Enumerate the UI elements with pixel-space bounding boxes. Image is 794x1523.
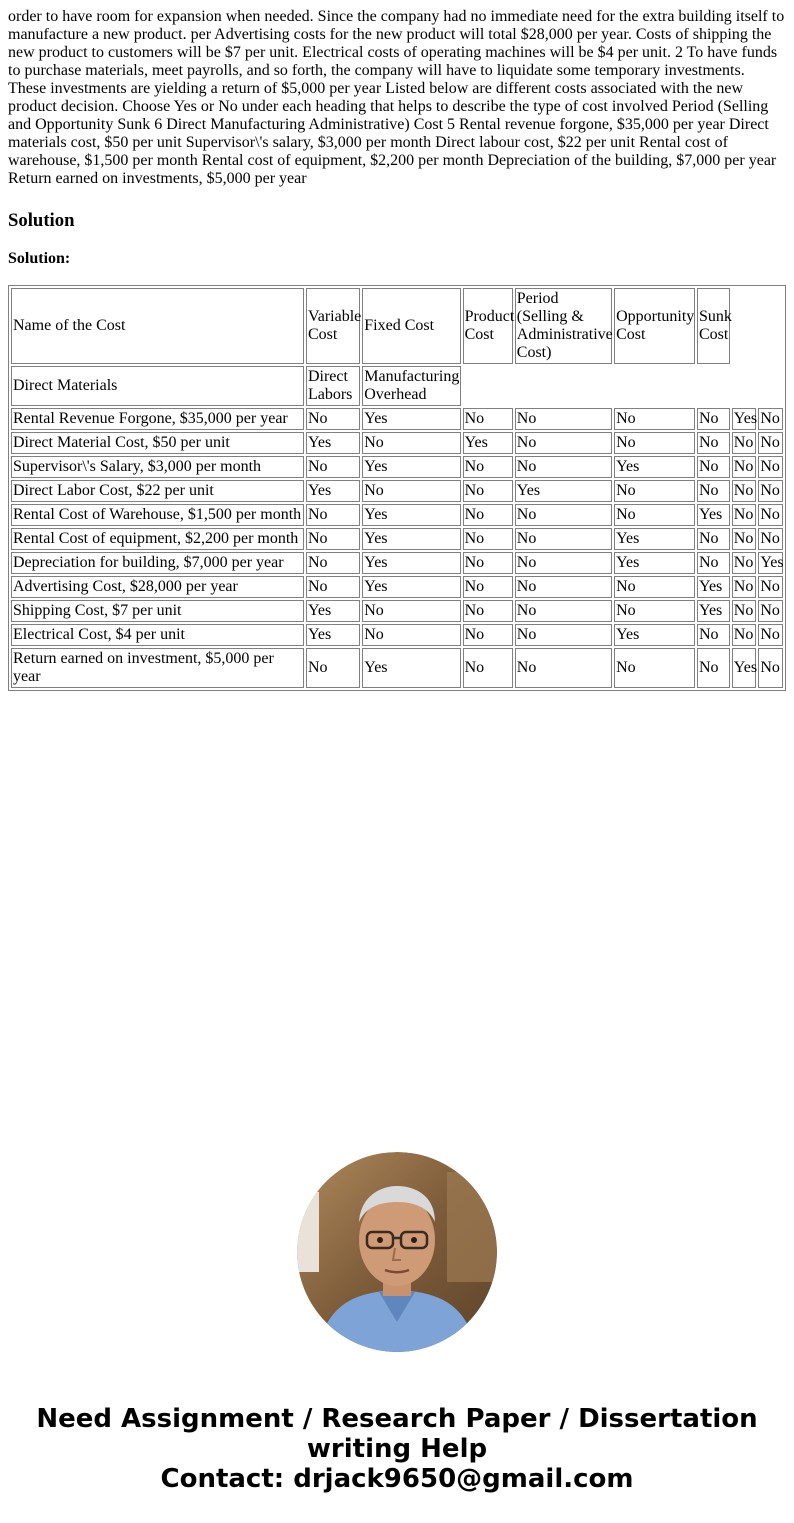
yes-no-cell: Yes [463, 432, 513, 454]
cost-name-cell: Supervisor\'s Salary, $3,000 per month [11, 456, 304, 478]
table-row [11, 576, 783, 598]
yes-no-cell: No [697, 456, 730, 478]
yes-no-cell: No [732, 528, 757, 550]
cost-name-cell: Shipping Cost, $7 per unit [11, 600, 304, 622]
cost-name-cell: Rental Cost of equipment, $2,200 per month [11, 528, 304, 550]
yes-no-cell: No [515, 600, 612, 622]
cost-name-cell: Electrical Cost, $4 per unit [11, 624, 304, 646]
yes-no-cell: No [758, 432, 783, 454]
yes-no-cell: Yes [732, 408, 757, 430]
yes-no-cell: No [515, 624, 612, 646]
table-subheader-row [11, 366, 783, 406]
cost-name-cell: Direct Labor Cost, $22 per unit [11, 480, 304, 502]
table-row [11, 408, 783, 430]
yes-no-cell: No [758, 456, 783, 478]
header-cell-variable: Variable Cost [306, 288, 360, 364]
header-cell-fixed: Fixed Cost [362, 288, 460, 364]
yes-no-cell: No [362, 432, 460, 454]
yes-no-cell: No [463, 552, 513, 574]
cost-name-cell: Direct Material Cost, $50 per unit [11, 432, 304, 454]
yes-no-cell: No [306, 456, 360, 478]
subheader-cell-direct-labors: Direct Labors [306, 366, 360, 406]
table-row [11, 480, 783, 502]
header-cell-period: Period (Selling & Administrative Cost) [515, 288, 612, 364]
yes-no-cell: No [758, 648, 783, 688]
yes-no-cell: Yes [362, 528, 460, 550]
subheader-cell-manufacturing-overhead: Manufacturing Overhead [362, 366, 460, 406]
yes-no-cell: No [463, 648, 513, 688]
cost-name-cell: Rental Revenue Forgone, $35,000 per year [11, 408, 304, 430]
yes-no-cell: No [697, 624, 730, 646]
yes-no-cell: No [697, 432, 730, 454]
yes-no-cell: No [515, 648, 612, 688]
yes-no-cell: No [697, 648, 730, 688]
yes-no-cell: No [463, 528, 513, 550]
yes-no-cell: No [732, 480, 757, 502]
table-row [11, 456, 783, 478]
header-cell-name: Name of the Cost [11, 288, 304, 364]
yes-no-cell: No [732, 504, 757, 526]
yes-no-cell: Yes [306, 600, 360, 622]
yes-no-cell: No [362, 480, 460, 502]
yes-no-cell: Yes [362, 576, 460, 598]
yes-no-cell: No [515, 432, 612, 454]
table-row [11, 432, 783, 454]
yes-no-cell: Yes [362, 504, 460, 526]
yes-no-cell: No [614, 600, 695, 622]
yes-no-cell: Yes [732, 648, 757, 688]
yes-no-cell: Yes [362, 408, 460, 430]
promo-line-help: Need Assignment / Research Paper / Dissertation writing Help [36, 1404, 758, 1464]
solution-heading: Solution [8, 210, 75, 231]
cost-name-cell: Advertising Cost, $28,000 per year [11, 576, 304, 598]
yes-no-cell: No [306, 408, 360, 430]
yes-no-cell: Yes [614, 528, 695, 550]
author-photo-avatar [297, 1152, 497, 1352]
yes-no-cell: No [463, 480, 513, 502]
yes-no-cell: No [732, 456, 757, 478]
yes-no-cell: No [758, 528, 783, 550]
yes-no-cell: No [758, 576, 783, 598]
yes-no-cell: No [758, 504, 783, 526]
yes-no-cell: Yes [362, 456, 460, 478]
yes-no-cell: Yes [515, 480, 612, 502]
table-header-row [11, 288, 783, 364]
yes-no-cell: No [732, 624, 757, 646]
yes-no-cell: No [463, 576, 513, 598]
solution-label: Solution: [8, 250, 71, 267]
yes-no-cell: No [614, 408, 695, 430]
yes-no-cell: No [306, 576, 360, 598]
cost-classification-table [8, 285, 786, 691]
yes-no-cell: Yes [614, 552, 695, 574]
yes-no-cell: No [306, 552, 360, 574]
table-row [11, 528, 783, 550]
yes-no-cell: Yes [306, 432, 360, 454]
table-row [11, 504, 783, 526]
table-row [11, 648, 783, 688]
yes-no-cell: No [758, 480, 783, 502]
subheader-cell-direct-materials: Direct Materials [11, 366, 304, 406]
yes-no-cell: No [614, 576, 695, 598]
yes-no-cell: No [515, 504, 612, 526]
yes-no-cell: No [306, 648, 360, 688]
yes-no-cell: No [614, 480, 695, 502]
yes-no-cell: No [463, 504, 513, 526]
header-cell-product: Product Cost [463, 288, 513, 364]
yes-no-cell: No [463, 600, 513, 622]
yes-no-cell: No [515, 528, 612, 550]
footer-promo [0, 1152, 794, 1494]
cost-name-cell: Rental Cost of Warehouse, $1,500 per month [11, 504, 304, 526]
yes-no-cell: No [515, 456, 612, 478]
yes-no-cell: No [463, 408, 513, 430]
yes-no-cell: No [362, 624, 460, 646]
yes-no-cell: No [732, 432, 757, 454]
table-row [11, 552, 783, 574]
yes-no-cell: No [306, 528, 360, 550]
yes-no-cell: Yes [614, 624, 695, 646]
yes-no-cell: No [614, 648, 695, 688]
yes-no-cell: Yes [697, 504, 730, 526]
header-cell-sunk: Sunk Cost [697, 288, 730, 364]
yes-no-cell: Yes [758, 552, 783, 574]
yes-no-cell: No [732, 600, 757, 622]
yes-no-cell: Yes [306, 624, 360, 646]
yes-no-cell: No [758, 408, 783, 430]
yes-no-cell: No [697, 528, 730, 550]
yes-no-cell: Yes [697, 576, 730, 598]
yes-no-cell: No [758, 624, 783, 646]
yes-no-cell: Yes [362, 648, 460, 688]
yes-no-cell: No [697, 480, 730, 502]
yes-no-cell: No [515, 408, 612, 430]
yes-no-cell: Yes [614, 456, 695, 478]
yes-no-cell: No [614, 504, 695, 526]
table-row [11, 600, 783, 622]
yes-no-cell: No [732, 552, 757, 574]
yes-no-cell: No [758, 600, 783, 622]
yes-no-cell: Yes [362, 552, 460, 574]
header-cell-opportunity: Opportunity Cost [614, 288, 695, 364]
yes-no-cell: No [697, 408, 730, 430]
cost-name-cell: Return earned on investment, $5,000 per year [11, 648, 304, 688]
cost-name-cell: Depreciation for building, $7,000 per year [11, 552, 304, 574]
yes-no-cell: No [515, 552, 612, 574]
question-text: order to have room for expansion when needed. Since the company had no immediate need for the extra building itself to manufacture a new product. per Advertising costs for the new product will total $28,000 per year. Costs of shipping the new product to customers will be $7 per unit. Electrical costs of operating machines will be $4 per unit. 2 To have funds to purchase materials, meet payrolls, and so forth, the company will have to liquidate some temporary investments. These investments are yielding a return of $5,000 per year Listed below are different costs associated with the new product decision. Choose Yes or No under each heading that helps to describe the type of cost involved Period (Selling and Opportunity Sunk 6 Direct Manufacturing Administrative) Cost 5 Rental revenue forgone, $35,000 per year Direct materials cost, $50 per unit Supervisor\'s salary, $3,000 per month Direct labour cost, $22 per unit Rental cost of warehouse, $1,500 per month Rental cost of equipment, $2,200 per month Depreciation of the building, $7,000 per year Return earned on investments, $5,000 per year [8, 8, 785, 187]
yes-no-cell: No [463, 456, 513, 478]
yes-no-cell: No [732, 576, 757, 598]
promo-text [0, 1404, 794, 1494]
yes-no-cell: No [614, 432, 695, 454]
yes-no-cell: No [463, 624, 513, 646]
yes-no-cell: No [362, 600, 460, 622]
document-body [8, 8, 786, 691]
yes-no-cell: No [515, 576, 612, 598]
yes-no-cell: Yes [697, 600, 730, 622]
yes-no-cell: Yes [306, 480, 360, 502]
yes-no-cell: No [697, 552, 730, 574]
promo-line-contact: Contact: drjack9650@gmail.com [160, 1464, 634, 1494]
yes-no-cell: No [306, 504, 360, 526]
table-row [11, 624, 783, 646]
